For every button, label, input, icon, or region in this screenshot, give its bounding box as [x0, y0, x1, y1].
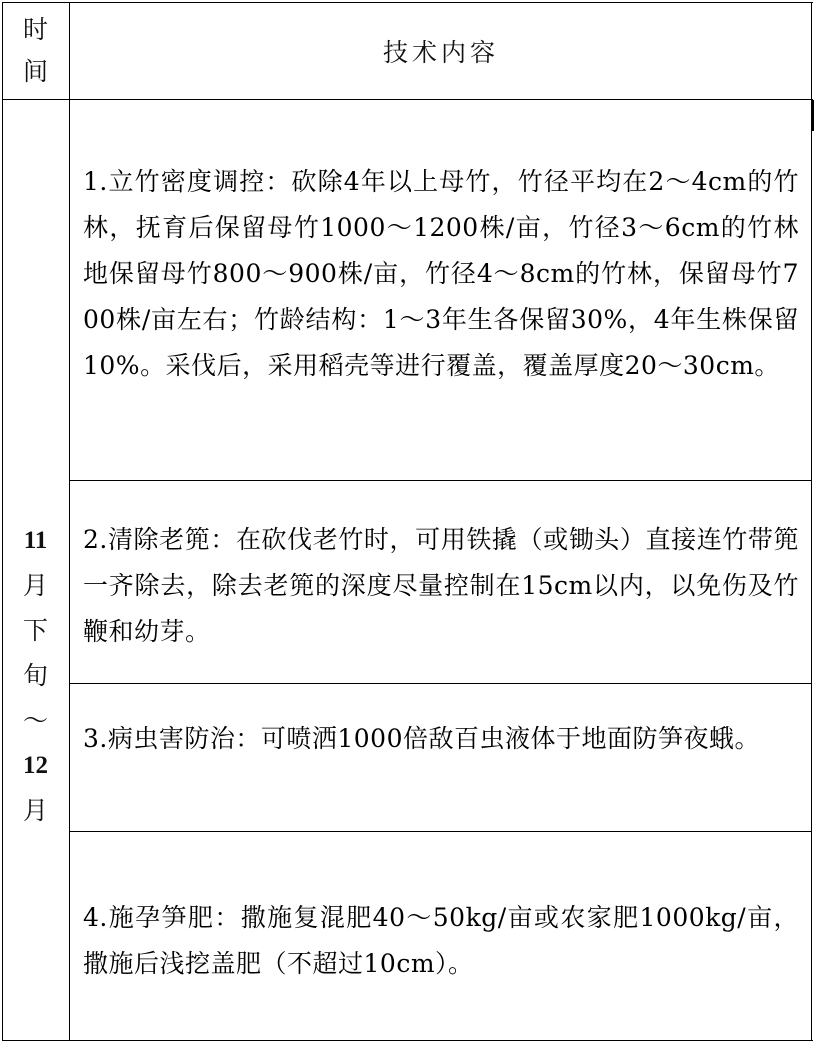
right-edge-mark	[812, 100, 814, 131]
period-line-6: 12	[23, 752, 48, 779]
period-line-2: 月	[22, 571, 48, 600]
item-density-control: 1.立竹密度调控：砍除4年以上母竹，竹径平均在2～4cm的竹林，抚育后保留母竹1000～1200株/亩，竹径3～6cm的竹林地保留母竹800～900株/亩，竹径4～8cm的竹林，保留母竹700株/亩左右；竹龄结构：1～3年生各保留30%，4年生株保留10%。采伐后，采用稻壳等进行覆盖，覆盖厚度20～30cm。	[83, 167, 799, 380]
column-divider	[69, 2, 70, 1041]
period-line-4: 旬	[22, 661, 48, 690]
header-content-label: 技术内容	[382, 37, 499, 67]
header-content-cell	[70, 2, 812, 99]
row-divider-3	[69, 831, 812, 832]
table-bottom-border	[2, 1040, 813, 1041]
item-remove-old-stumps: 2.清除老篼：在砍伐老竹时，可用铁撬（或锄头）直接连竹带篼一齐除去，除去老篼的深度尽量控制在15cm以内，以免伤及竹鞭和幼芽。	[83, 525, 799, 646]
item-fertilization: 4.施孕笋肥：撒施复混肥40～50kg/亩或农家肥1000kg/亩，撒施后浅挖盖肥（不超过10cm）。	[83, 903, 799, 978]
period-line-1: 11	[23, 527, 48, 554]
table-right-border	[811, 2, 812, 1041]
header-bottom-border	[2, 99, 813, 100]
period-line-3: 下	[22, 616, 48, 645]
row-divider-2	[69, 683, 812, 684]
period-line-7: 月	[22, 796, 48, 825]
row-divider-1	[69, 480, 812, 481]
period-cell	[2, 100, 69, 1040]
header-time-char-1: 时	[22, 14, 48, 44]
header-time-cell	[2, 2, 69, 99]
header-time-char-2: 间	[22, 56, 48, 86]
period-line-5: ～	[22, 706, 48, 735]
item-pest-control: 3.病虫害防治：可喷洒1000倍敌百虫液体于地面防笋夜蛾。	[83, 724, 760, 753]
